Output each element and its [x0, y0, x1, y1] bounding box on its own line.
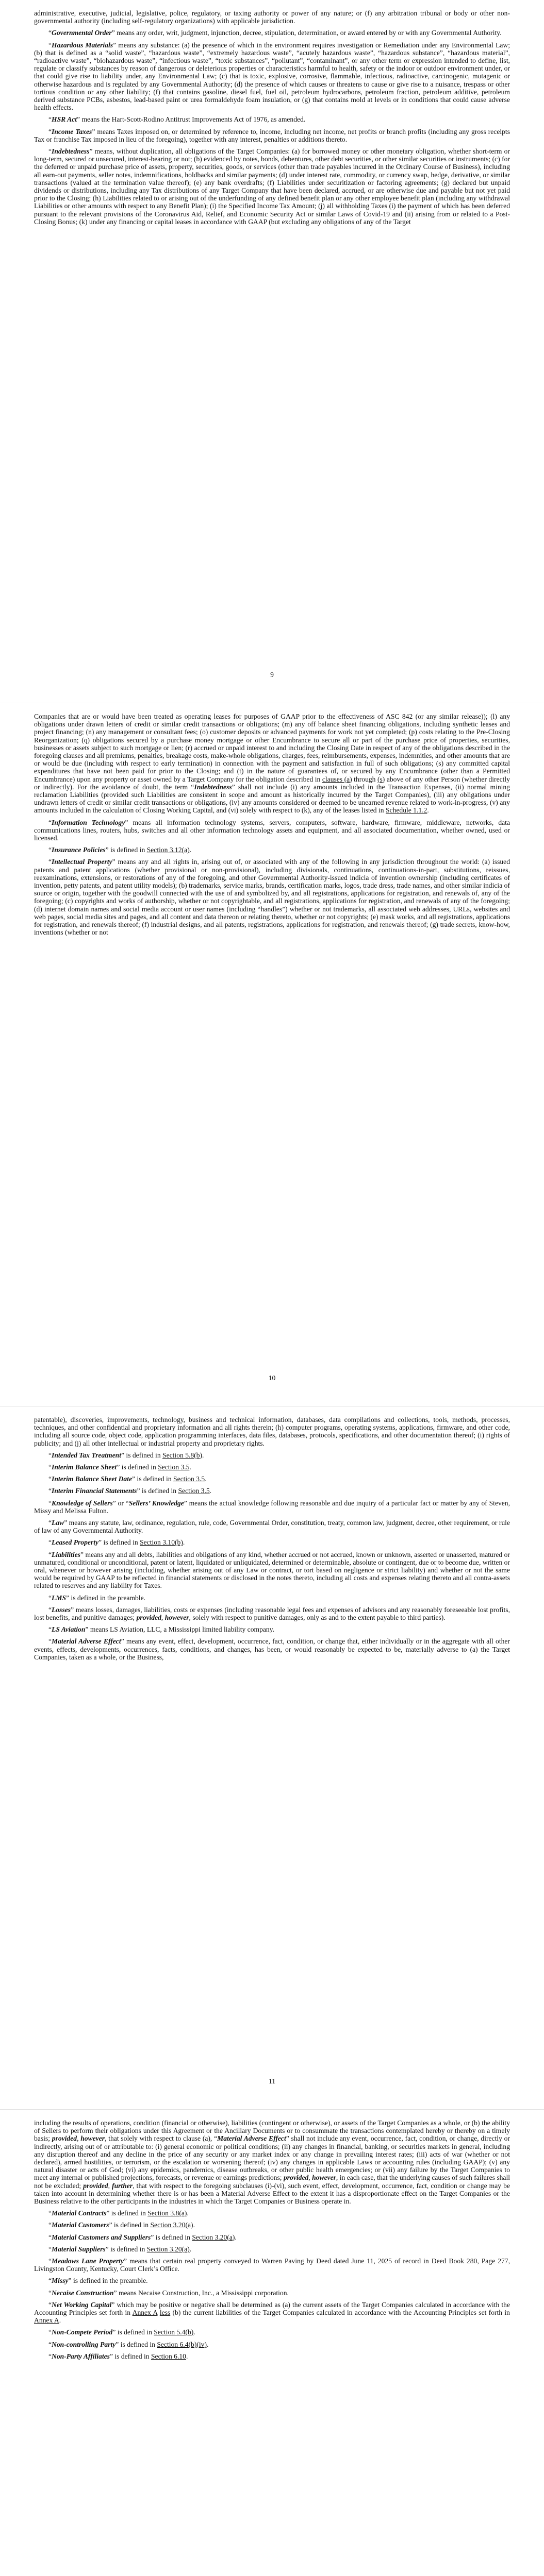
paragraph — [34, 2257, 510, 2273]
cross-reference-link[interactable]: Section 5.8(b) — [162, 1451, 203, 1459]
text-run: . — [427, 806, 429, 815]
paragraph — [34, 2341, 510, 2348]
paragraph — [34, 1463, 510, 1471]
paragraph — [34, 1637, 510, 1661]
text-run: . — [186, 2352, 188, 2360]
text-run: “ — [48, 1451, 52, 1459]
page-number: 11 — [268, 2077, 276, 2085]
text-run: . — [189, 846, 192, 854]
text-run: “ — [48, 858, 52, 866]
text-run: ” is defined in — [109, 2221, 151, 2229]
text-run: ” is defined in — [105, 846, 147, 854]
defined-term: Law — [52, 1519, 64, 1527]
text-run: ” means the Hart-Scott-Rodino Antitrust Improvements Act of 1976, as amended. — [77, 115, 306, 124]
text-run: “ — [48, 1463, 52, 1471]
defined-term: Material Suppliers — [52, 2245, 106, 2253]
defined-term: Insurance Policies — [52, 846, 106, 854]
text-run: “ — [48, 2300, 52, 2309]
paragraph — [34, 819, 510, 842]
paragraph — [34, 128, 510, 143]
text-run: ” is defined in — [121, 1451, 163, 1459]
defined-term: Non-Compete Period — [52, 2328, 113, 2336]
defined-term: Leased Property — [52, 1538, 99, 1547]
text-run: . — [193, 2328, 195, 2336]
text-run: ” is defined in — [116, 2340, 157, 2348]
text-run: ” means any and all rights in, arising out of, or associated with any of the following in any jurisdiction throughout the world: (a) issued patents and patent applications (whether provisional or non-provisional), including divisionals, continuations, continuations-in-part, substitutions, reissues, reexaminations, extensions, or restorations of any of the foregoing, and other Governmental Authority-issued indicia of invention ownership (including certificates of invention, petty patents, and patent utility models); (b) trademarks, service marks, brands, certification marks, logos, trade dress, trade names, and other similar indicia of source or origin, together with the goodwill connected with the use of and symbolized by, and all registrations, applications for registration, and renewals of, any of the foregoing; (c) copyrights and works of authorship, whether or not copyrightable, and all registrations, applications for registration, and renewals of any of the foregoing; (d) internet domain names and social media account or user names (including “handles”) whether or not trademarks, all associated web addresses, URLs, websites and web pages, social media sites and pages, and all content and data thereon or relating thereto, whether or not copyrights; (e) mask works, and all registrations, applications for registration, and renewals thereof; (f) industrial designs, and all patents, registrations, applications for registration, and renewals thereof; (g) trade secrets, know-how, inventions (whether or not — [34, 858, 510, 937]
defined-term: provided — [52, 2134, 77, 2143]
text-run: ” means any and all debts, liabilities and obligations of any kind, whether accrued or not accrued, known or unknown, asserted or unasserted, matured or unmatured, conditional or unconditional, patent or latent, liquidated or unliquidated, determined or determinable, absolute or contingent, due or to become due, written or oral, whenever or however arising (including, whether arising out of any Law or contract, or tort based on negligence or strict liability) and whether or not the same would be required by GAAP to be reflected in financial statements or disclosed in the notes thereto, including all costs and expenses relating thereto and all contra-assets related to reserves and any liability for Taxes. — [34, 1550, 510, 1590]
text-run: “ — [48, 2209, 52, 2217]
defined-term: Liabilities — [52, 1550, 80, 1558]
document-page — [0, 2110, 544, 2576]
text-run: “ — [48, 818, 52, 826]
text-run: , that with respect to the foregoing subclauses (i)-(vi), such event, effect, development, occurrence, fact, condition or change may be taken into account in determining whether there is or has been a Material Adverse Effect to the extent it has a disproportionate effect on the Target Companies or the Business relative to the other participants in the industries in which the Target Companies or Business operate in. — [34, 2181, 510, 2206]
defined-term: Indebtedness — [52, 147, 90, 156]
paragraph — [34, 1499, 510, 1515]
text-run: , — [308, 2174, 312, 2182]
cross-reference-link[interactable]: Schedule 1.1.2 — [385, 806, 427, 815]
text-run: , solely with respect to punitive damages, only as and to the extent payable to third parties). — [189, 1614, 446, 1622]
cross-reference-link[interactable]: Section 3.5 — [178, 1487, 210, 1495]
text-run: . — [189, 1463, 191, 1471]
cross-reference-link[interactable]: Section 3.20(a) — [192, 2233, 235, 2241]
cross-reference-link[interactable]: Section 6.4(b)(iv) — [157, 2340, 207, 2348]
text-run: ” means that certain real property conveyed to Warren Paving by Deed dated June 11, 2025 of record in Deed Book 280, Page 277, Livingston County, Kentucky, Court Clerk’s Office. — [34, 2257, 510, 2273]
text-run: ” means losses, damages, liabilities, costs or expenses (including reasonable legal fees and expenses of advisors and any reasonably foreseeable lost profits, lost benefits, and punitive damages; — [34, 1605, 510, 1622]
defined-term: provided — [83, 2181, 108, 2190]
text-run: ” means Necaise Construction, Inc., a Mississippi corporation. — [113, 2289, 289, 2297]
page-number: 10 — [268, 1374, 276, 1382]
text-run: above of any other Person (whether directly or indirectly). For the avoidance of doubt, the term “ — [34, 775, 510, 791]
paragraph — [34, 858, 510, 936]
text-run: ” means any order, writ, judgment, injunction, decree, stipulation, determination, or award entered by or with any Governmental Authority. — [111, 29, 502, 37]
text-run: ” means any statute, law, ordinance, regulation, rule, code, Governmental Order, constitution, treaty, common law, judgment, decree, other requirement, or rule of law of any Governmental Authority. — [34, 1519, 510, 1535]
text-run: “ — [48, 147, 52, 156]
text-run: “ — [48, 2328, 52, 2336]
paragraph — [34, 2328, 510, 2336]
paragraph — [34, 2277, 510, 2284]
defined-term: Missy — [52, 2277, 69, 2285]
defined-term: Necaise Construction — [52, 2289, 114, 2297]
text-run: patentable), discoveries, improvements, technology, business and technical information, databases, data compilations and collections, tools, methods, processes, techniques, and other confidential and proprietary information and all rights therein; (h) computer programs, operating systems, applications, firmware, and other code, including all source code, object code, application programming interfaces, data files, databases, protocols, specifications, and other documentation thereof; (i) rights of publicity; and (j) all other intellectual or industrial property and proprietary rights. — [34, 1416, 510, 1447]
text-run: including the results of operations, condition (financial or otherwise), liabilities (contingent or otherwise), or assets of the Target Companies as a whole, or (b) the ability of Sellers to perform their obligations under this Agreement or the Ancillary Documents or to consummate the transactions contemplated hereby or thereby on a timely basis; — [34, 2119, 510, 2143]
paragraph — [34, 1475, 510, 1483]
defined-term: Material Adverse Effect — [217, 2134, 286, 2143]
cross-reference-link[interactable]: Section 3.10(b) — [140, 1538, 183, 1547]
paragraph — [34, 1451, 510, 1459]
defined-term: Knowledge of Sellers — [52, 1499, 113, 1507]
defined-term: Intellectual Property — [52, 858, 112, 866]
text-run: . — [59, 2316, 61, 2325]
text-run: “ — [48, 115, 52, 124]
paragraph — [34, 1551, 510, 1590]
defined-term: however — [164, 1614, 189, 1622]
text-run: , — [161, 1614, 165, 1622]
text-run: ” means LS Aviation, LLC, a Mississippi limited liability company. — [85, 1625, 275, 1634]
text-run: ” is defined in — [109, 2352, 151, 2360]
text-run: ” is defined in — [105, 2245, 147, 2253]
text-run: “ — [48, 2245, 52, 2253]
text-run: ” is defined in — [98, 1538, 140, 1547]
text-run: . — [206, 2340, 209, 2348]
document-page — [0, 703, 544, 1406]
text-run: ” is defined in — [137, 1487, 178, 1495]
text-run: . — [202, 1451, 204, 1459]
text-run: ” is defined in — [106, 2209, 148, 2217]
defined-term: Indebtedness — [194, 783, 232, 791]
text-run: “ — [48, 1594, 52, 1602]
text-run: “ — [48, 1487, 52, 1495]
text-run: ” which may be positive or negative shall be determined as (a) the current assets of the Target Companies calculated in accordance with the Accounting Principles set forth in — [34, 2300, 510, 2317]
paragraph — [34, 2221, 510, 2229]
text-run: ” means any substance: (a) the presence of which in the environment requires investigation or Remediation under any Environmental Law; (b) that is defined as a “solid waste”, “hazardous waste”, “extremely hazardous waste”, “acutely hazardous waste”, “hazardous substance”, “hazardous material”, “radioactive waste”, “biohazardous waste”, “infectious waste”, “toxic substances”, “pollutant”, “contaminant”, or any other term or expression intended to define, list, regulate or classify substances by reason of dangerous or deleterious properties or characteristics harmful to health, safety or the indoor or outdoor environment under, or that could give rise to liability under, any Environmental Law; (c) that is toxic, explosive, corrosive, flammable, infectious, radioactive, carcinogenic, mutagenic or otherwise hazardous and is regulated by any Governmental Authority; (d) the presence of which causes or threatens to cause or give rise to a nuisance, trespass or other tortious condition or any other liability; (f) that contains gasoline, diesel fuel, fuel oil, petroleum hydrocarbons, petroleum fraction, petroleum additive, petroleum derived substance PCBs, asbestos, lead-based paint or urea formaldehyde foam insulation, or (g) that contains mold at levels or in conditions that could cause adverse health effects. — [34, 41, 510, 112]
cross-reference-link[interactable]: Section 3.8(a) — [147, 2209, 187, 2217]
paragraph — [34, 713, 510, 815]
paragraph — [34, 1519, 510, 1534]
paragraph — [34, 147, 510, 226]
text-run: “ — [48, 29, 52, 37]
text-run: ” is defined in the preamble. — [68, 2277, 148, 2285]
paragraph — [34, 2352, 510, 2360]
text-run: ” is defined in — [117, 1463, 158, 1471]
text-run: , — [77, 2134, 81, 2143]
text-run: “ — [48, 41, 52, 49]
paragraph — [34, 41, 510, 112]
defined-term: Information Technology — [52, 818, 125, 826]
text-run: “ — [48, 2257, 52, 2265]
defined-term: Meadows Lane Property — [52, 2257, 124, 2265]
defined-term: Governmental Order — [52, 29, 112, 37]
paragraph — [34, 1487, 510, 1495]
document-page — [0, 1406, 544, 2110]
text-run: “ — [48, 2277, 52, 2285]
text-run: . — [205, 1475, 207, 1483]
text-run: “ — [48, 846, 52, 854]
defined-term: HSR Act — [52, 115, 77, 124]
paragraph — [34, 1538, 510, 1546]
paragraph — [34, 2209, 510, 2217]
paragraph — [34, 1606, 510, 1621]
paragraph — [34, 2289, 510, 2297]
defined-term: provided — [283, 2174, 309, 2182]
text-run: . — [189, 2245, 192, 2253]
text-run: “ — [48, 1637, 52, 1646]
text-run: ” is defined in — [132, 1475, 174, 1483]
text-run: ” means Taxes imposed on, or determined by reference to, income, including net income, net profits or branch profits (including any gross receipts Tax or franchise Tax imposed in lieu of the foregoing), together with any interest, penalties or additions thereto. — [34, 127, 510, 143]
text-run: “ — [48, 1538, 52, 1547]
text-run: “ — [48, 1519, 52, 1527]
defined-term: Material Contracts — [52, 2209, 107, 2217]
paragraph — [34, 1625, 510, 1633]
text-run: “ — [48, 2352, 52, 2360]
defined-term: Interim Financial Statements — [52, 1487, 137, 1495]
document-page — [0, 0, 544, 703]
text-run: . — [209, 1487, 212, 1495]
text-run: “ — [48, 2289, 52, 2297]
cross-reference-link[interactable]: Section 3.20(a) — [150, 2221, 193, 2229]
text-run: . — [235, 2233, 237, 2241]
defined-term: Non-Party Affiliates — [52, 2352, 110, 2360]
text-run: administrative, executive, judicial, legislative, police, regulatory, or taxing authority or power of any nature; or (f) any arbitration tribunal or body or other non-governmental authority (including self-regulatory organizations) with applicable jurisdiction. — [34, 9, 510, 25]
text-run: ” is defined in the preamble. — [66, 1594, 146, 1602]
text-run: , — [108, 2181, 112, 2190]
text-run: . — [187, 2209, 189, 2217]
text-run: “ — [48, 1475, 52, 1483]
defined-term: LMS — [52, 1594, 66, 1602]
cross-reference-link[interactable]: Annex A — [34, 2316, 59, 2325]
defined-term: Losses — [52, 1605, 71, 1614]
cross-reference-link[interactable]: Section 3.12(a) — [146, 846, 190, 854]
text-run: ” means all information technology systems, servers, computers, software, hardware, firmware, middleware, networks, data communications lines, routers, hubs, switches and all other information technology assets and equipment, and all associated documentation, whether owned, used or licensed. — [34, 818, 510, 842]
text-run: ” shall not include (i) any amounts included in the Transaction Expenses, (ii) normal mining reclamation Liabilities (provided such Liabilities are consistent in scope and amount as historically incurred by the Target Companies), (iii) any obligations under undrawn letters of credit or similar credit transactions or obligations, (iv) any amounts considered or deemed to be unearned revenue related to work-in-progress, (v) any amounts included in the calculation of Closing Working Capital, and (vi) solely with respect to (k), any of the leases listed in — [34, 783, 510, 815]
text-run: ” is defined in — [112, 2328, 154, 2336]
defined-term: Non-controlling Party — [52, 2340, 116, 2348]
cross-reference-link[interactable]: Section 3.20(a) — [146, 2245, 190, 2253]
cross-reference-link[interactable]: Section 5.4(b) — [154, 2328, 194, 2336]
text-run: ” or “ — [112, 1499, 129, 1507]
cross-reference-link[interactable]: Section 3.5 — [158, 1463, 190, 1471]
text-run: “ — [48, 1605, 52, 1614]
paragraph — [34, 1594, 510, 1602]
defined-term: Interim Balance Sheet — [52, 1463, 117, 1471]
defined-term: Net Working Capital — [52, 2300, 112, 2309]
text-run: ” means the actual knowledge following reasonable and due inquiry of a particular fact or matter by any of Steven, Missy and Melissa Fulton. — [34, 1499, 510, 1515]
text-run: “ — [48, 1625, 52, 1634]
cross-reference-link[interactable]: Section 3.5 — [173, 1475, 205, 1483]
defined-term: however — [80, 2134, 105, 2143]
text-run: ” means, without duplication, all obligations of the Target Companies: (a) for borrowed money or other monetary obligation, whether short-term or long-term, secured or unsecured, interest-bearing or not; (b) evidenced by notes, bonds, debentures, other debt securities, or other similar securities or instruments; (c) for the deferred or unpaid purchase price of assets, property, securities, goods, or services (other than trade payables incurred in the Ordinary Course of Business), including all earn-out payments, seller notes, indemnifications, holdbacks and similar payments; (d) under interest rate, commodity, or currency swap, hedge, derivative, or similar transactions (valued at the termination value thereof); (e) any bank overdrafts; (f) Liabilities under securitization or factoring agreements; (g) declared but unpaid dividends or distributions, including any Tax distributions of any Target Company that have been declared, accrued, or are otherwise due and payable but not yet paid prior to the Closing; (h) Liabilities related to or arising out of the underfunding of any defined benefit plan or any other employee benefit plan (including any withdrawal Liabilities or other amounts with respect to any Benefit Plan); (i) the Specified Income Tax Amount; (j) all withholding Taxes (i) the payment of which has been deferred pursuant to the relevant provisions of the Coronavirus Aid, Relief, and Economic Security Act or similar Laws of Covid-19 and (ii) arising from or related to a Post-Closing Bonus; (k) under any financing or capital leases in accordance with GAAP (but excluding any obligations of any of the Target — [34, 147, 510, 226]
paragraph — [34, 9, 510, 25]
cross-reference-link[interactable]: Section 6.10 — [151, 2352, 186, 2360]
paragraph — [34, 29, 510, 37]
text-run: , that solely with respect to clause (a), “ — [105, 2134, 218, 2143]
paragraph — [34, 2245, 510, 2253]
paragraph — [34, 846, 510, 854]
paragraph — [34, 2233, 510, 2241]
text-run: “ — [48, 2221, 52, 2229]
defined-term: Material Adverse Effect — [52, 1637, 121, 1646]
defined-term: Intended Tax Treatment — [52, 1451, 121, 1459]
cross-reference-link[interactable]: less — [159, 2309, 171, 2317]
text-run: ” is defined in — [151, 2233, 192, 2241]
text-run: ” means any event, effect, development, occurrence, fact, condition, or change that, either individually or in the aggregate with all other events, effects, developments, occurrences, facts, conditions, and changes, has been, or would reasonably be expected to be, materially adverse to (a) the Target Companies, taken as a whole, or the Business, — [34, 1637, 510, 1661]
defined-term: Material Customers — [52, 2221, 109, 2229]
text-run: , in each case, that the underlying causes of such failures shall not be excluded; — [34, 2174, 510, 2190]
paragraph — [34, 2119, 510, 2205]
text-run: Companies that are or would have been treated as operating leases for purposes of GAAP prior to the effectiveness of ASC 842 (or any similar release)); (l) any obligations under drawn letters of credit or similar credit transactions or obligations; (m) any off balance sheet financing obligations, including synthetic leases and project financing; (n) any management or consultant fees; (o) customer deposits or advanced payments for work not yet completed; (p) costs relating to the Pre-Closing Reorganization; (q) obligations secured by a purchase money mortgage or other Encumbrance to secure all or part of the purchase price of properties, securities, businesses or assets subject to such mortgage or lien; (r) accrued or unpaid interest to and including the Closing Date in respect of any of the obligations described in the foregoing clauses and all premiums, penalties, breakage costs, make-whole obligations, charges, fees, reimbursements, expenses, indemnities, and other amounts that are or would be due (including with respect to early termination) in connection with the payment and satisfaction in full of such obligations; (s) any committed capital expenditures that have not been paid for prior to the Closing; and (t) in the nature of guarantees of, or secured by any Encumbrance (other than a Permitted Encumbrance) upon any property or asset owned by a Target Company for the obligation described in — [34, 713, 510, 783]
paragraph — [34, 2301, 510, 2325]
text-run: through — [352, 775, 377, 783]
text-run: “ — [48, 1499, 52, 1507]
paragraph — [34, 1416, 510, 1447]
text-run: . — [183, 1538, 185, 1547]
defined-term: Income Taxes — [52, 127, 92, 135]
defined-term: further — [112, 2181, 133, 2190]
cross-reference-link[interactable]: Annex A — [132, 2309, 158, 2317]
cross-reference-link[interactable]: (s) — [377, 775, 385, 783]
defined-term: Hazardous Materials — [52, 41, 113, 49]
text-run: (b) the current liabilities of the Target Companies calculated in accordance with the Accounting Principles set forth in — [170, 2309, 510, 2317]
page-number: 9 — [270, 671, 274, 679]
defined-term: Material Customers and Suppliers — [52, 2233, 151, 2241]
text-run: “ — [48, 1550, 52, 1558]
text-run: “ — [48, 127, 52, 135]
defined-term: LS Aviation — [52, 1625, 86, 1634]
text-run: ” shall not include any event, occurrence, fact, condition, or change, directly or indirectly, arising out of or attributable to: (i) general economic or political conditions; (ii) any changes in financial, banking, or securities markets in general, including any disruption thereof and any decline in the price of any security or any market index or any change in prevailing interest rates; (iii) acts of war (whether or not declared), armed hostilities, or terrorism, or the escalation or worsening thereof; (iv) any changes in applicable Laws or accounting rules (including GAAP); (v) any natural disaster or acts of God; (vi) any epidemics, pandemics, disease outbreaks, or other public health emergencies; or (vii) any failure by the Target Companies to meet any internal or published projections, forecasts, or revenue or earnings predictions; — [34, 2134, 510, 2182]
text-run: “ — [48, 2340, 52, 2348]
cross-reference-link[interactable]: clauses (a) — [322, 775, 352, 783]
paragraph — [34, 115, 510, 123]
defined-term: Interim Balance Sheet Date — [52, 1475, 132, 1483]
defined-term: however — [312, 2174, 336, 2182]
defined-term: Sellers’ Knowledge — [128, 1499, 184, 1507]
defined-term: provided — [136, 1614, 161, 1622]
text-run: . — [193, 2221, 195, 2229]
text-run: “ — [48, 2233, 52, 2241]
